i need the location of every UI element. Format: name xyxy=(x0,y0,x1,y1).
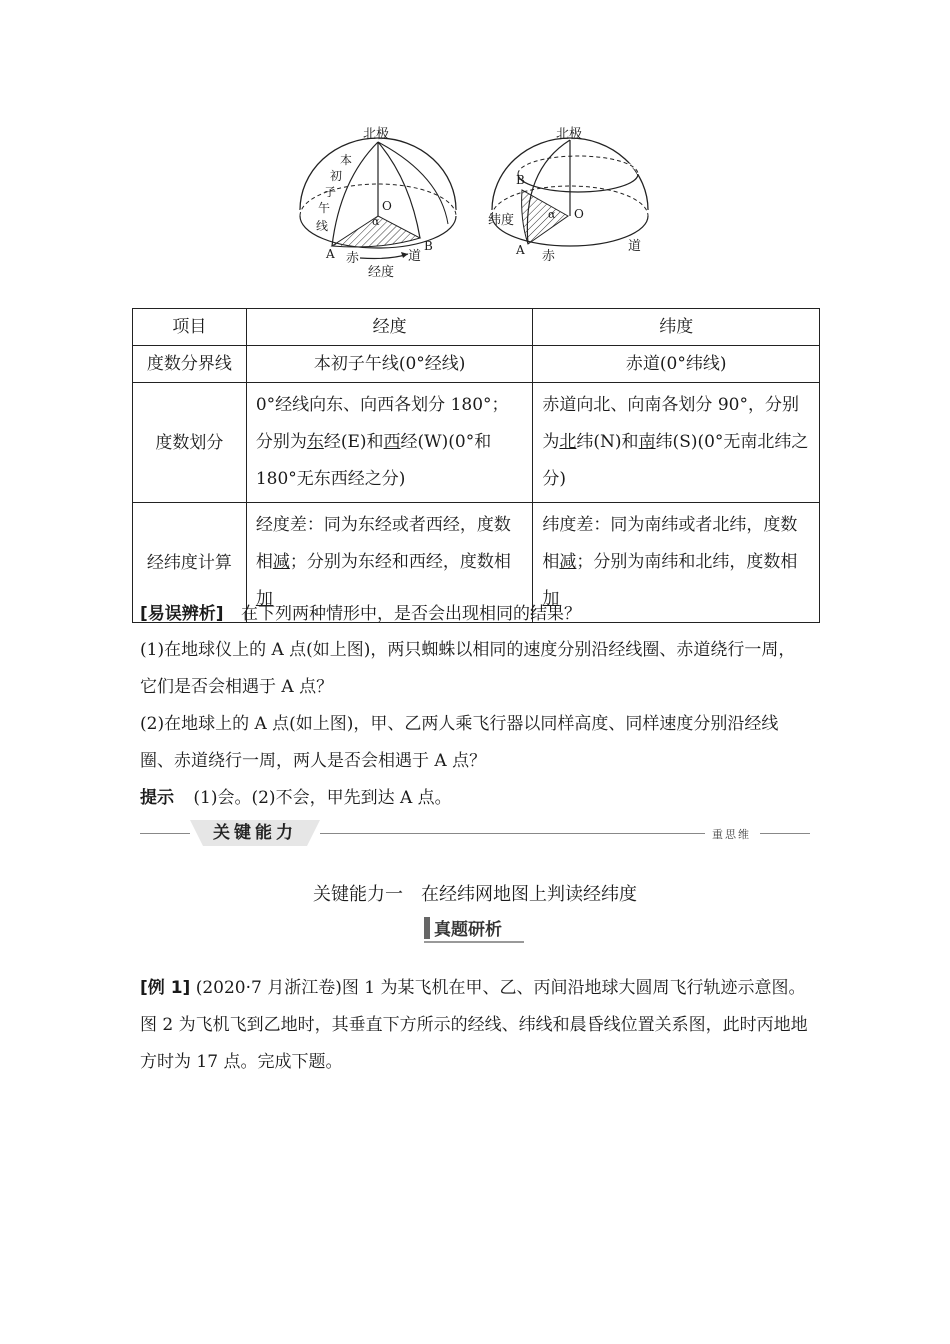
cell-text: 赤道向北、向南各划分 90°，分别为 xyxy=(542,395,799,452)
comparison-table xyxy=(132,308,820,623)
example-label: [例 1] xyxy=(140,978,191,998)
header-item: 项目 xyxy=(133,309,247,346)
subheading-marker xyxy=(424,917,430,939)
underlined-text: 西 xyxy=(383,432,401,452)
section-heading: 关键能力一 在经纬网地图上判读经纬度 xyxy=(313,884,637,905)
underlined-text: 减 xyxy=(272,552,290,572)
cell-text: 纬(S)(0°无南北纬之分) xyxy=(542,432,809,489)
meridian-char: 初 xyxy=(330,169,343,183)
cell-latitude xyxy=(533,383,820,503)
point-b-label: B xyxy=(516,173,525,187)
meridian-char: 线 xyxy=(316,219,329,233)
cell-longitude: 本初子午线(0°经线) xyxy=(246,346,533,383)
underlined-text: 南 xyxy=(638,432,656,452)
banner-rule-right xyxy=(760,833,810,834)
point-a-label: A xyxy=(326,247,335,261)
center-label: O xyxy=(574,207,584,221)
example-paragraph xyxy=(140,970,812,1081)
latitude-label: 纬度 xyxy=(488,213,515,228)
analysis-tag: [易误辨析] xyxy=(140,604,224,624)
cell-text: ；分别为南纬和北纬，度数相 xyxy=(576,552,798,572)
section-subheading: 真题研析 xyxy=(434,920,502,940)
banner-rule-left xyxy=(140,833,190,834)
longitude-label: 经度 xyxy=(368,265,395,280)
center-label: O xyxy=(382,199,392,213)
hint-label: 提示 xyxy=(140,788,174,808)
cell-text: 经(W)(0°和 180°无东西经之分) xyxy=(255,432,492,489)
point-a-label: A xyxy=(516,243,525,257)
cell-text: 纬(N)和 xyxy=(576,432,639,452)
underlined-text: 减 xyxy=(559,552,577,572)
header-longitude: 经度 xyxy=(246,309,533,346)
angle-label: α xyxy=(372,215,380,228)
underlined-text: 东 xyxy=(306,432,324,452)
underlined-text: 加 xyxy=(255,589,273,609)
row-label: 度数分界线 xyxy=(133,346,247,383)
north-pole-label: 北极 xyxy=(556,127,583,142)
analysis-question-1: (1)在地球仪上的 A 点(如上图)，两只蜘蛛以相同的速度分别沿经线圈、赤道绕行一周，它们是否会相遇于 A 点？ xyxy=(140,640,796,697)
banner-title: 关键能力 xyxy=(213,823,297,843)
banner-rule-middle xyxy=(320,833,705,834)
cell-latitude: 赤道(0°纬线) xyxy=(533,346,820,383)
table-row xyxy=(133,383,820,503)
meridian-char: 本 xyxy=(340,153,353,167)
meridian-char: 子 xyxy=(324,185,337,199)
cell-longitude xyxy=(246,383,533,503)
table-header-row xyxy=(133,309,820,346)
latitude-diagram xyxy=(482,120,662,280)
analysis-question-2: (2)在地球上的 A 点(如上图)，甲、乙两人乘飞行器以同样高度、同样速度分别沿经线圈、赤道绕行一周，两人是否会相遇于 A 点？ xyxy=(140,714,779,771)
point-b-label: B xyxy=(424,239,433,253)
angle-label: α xyxy=(548,208,556,221)
longitude-diagram xyxy=(290,120,470,280)
equator-label: 道 xyxy=(408,249,422,264)
analysis-intro-text: 在下列两种情形中，是否会出现相同的结果？ xyxy=(240,604,581,624)
underlined-text: 北 xyxy=(559,432,577,452)
cell-text: 经(E)和 xyxy=(323,432,384,452)
header-latitude: 纬度 xyxy=(533,309,820,346)
cell-text: 0°经线向东、向西各划分 180°；分别为 xyxy=(255,395,509,452)
equator-label: 赤 xyxy=(346,251,360,266)
banner-right-label: 重思维 xyxy=(712,828,751,841)
example-text: (2020·7 月浙江卷)图 1 为某飞机在甲、乙、丙间沿地球大圆周飞行轨迹示意图。图 2 为飞机飞到乙地时，其垂直下方所示的经线、纬线和晨昏线位置关系图，此时丙地地方时为 17 点。完成下题。 xyxy=(140,978,808,1072)
cell-text: 经度差：同为东经或者西经，度数相 xyxy=(255,515,511,572)
underlined-text: 加 xyxy=(542,589,560,609)
subheading-underline xyxy=(424,941,524,943)
meridian-char: 午 xyxy=(318,201,331,215)
cell-text: ；分别为东经和西经，度数相 xyxy=(289,552,511,572)
equator-label: 道 xyxy=(628,239,642,254)
hint-text: (1)会。(2)不会，甲先到达 A 点。 xyxy=(193,788,452,808)
analysis-intro xyxy=(140,596,812,633)
analysis-hint xyxy=(140,780,812,817)
cell-text: 纬度差：同为南纬或者北纬，度数相 xyxy=(542,515,798,572)
row-label: 度数划分 xyxy=(133,383,247,503)
row-label: 经纬度计算 xyxy=(133,503,247,623)
equator-label: 赤 xyxy=(542,249,556,264)
north-pole-label: 北极 xyxy=(363,127,390,142)
table-row xyxy=(133,346,820,383)
